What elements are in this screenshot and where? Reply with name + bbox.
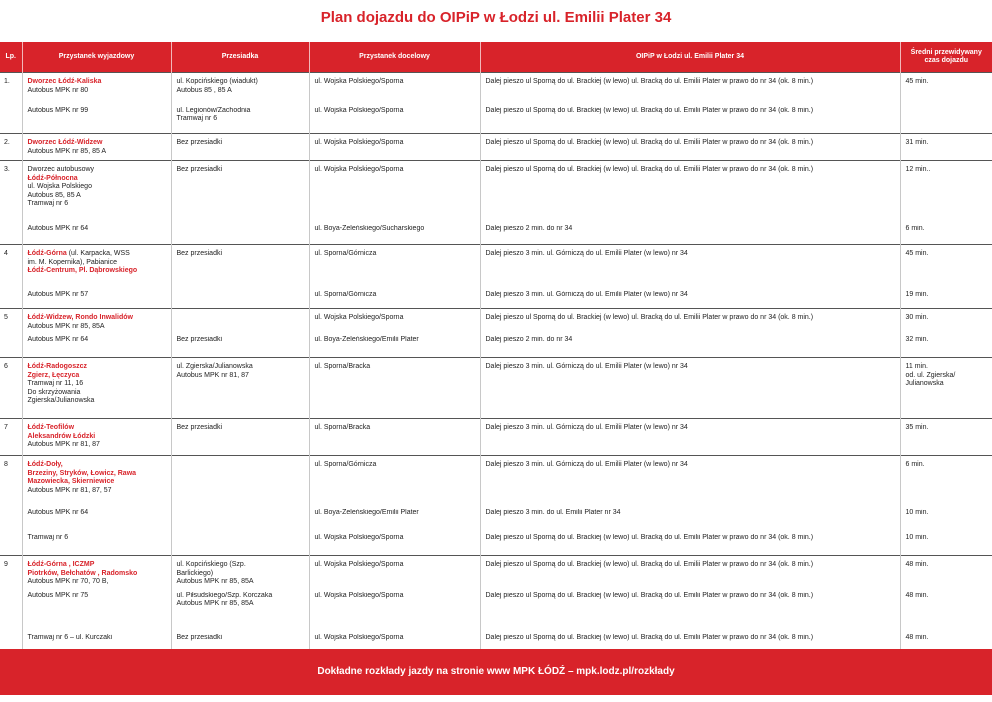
cell-transfer: [171, 419, 309, 456]
table-row: [0, 309, 992, 336]
start-location: Aleksandrów Łódzki: [27, 432, 96, 440]
cell-target-stop: [309, 245, 480, 291]
start-line: [28, 433, 168, 442]
start-detail: Tramwaj nr 6 – ul. Kurczaki: [27, 633, 113, 641]
start-line: [28, 487, 168, 496]
start-line: [28, 397, 168, 406]
header-start-stop: Przystanek wyjazdowy: [22, 42, 171, 73]
cell-lp: [0, 73, 22, 107]
target-stop: ul. Wojska Polskiego/Sporna: [314, 166, 404, 173]
walking-directions: Dalej pieszo 2 min. do nr 34: [485, 335, 573, 343]
cell-travel-time: [900, 336, 992, 358]
cell-travel-time: [900, 134, 992, 161]
start-location: Piotrków, Bełchatów , Radomsko: [27, 569, 138, 577]
cell-target-stop: [309, 161, 480, 225]
target-stop: ul. Wojska Polskiego/Sporna: [314, 78, 404, 85]
travel-time: Julianowska: [905, 380, 944, 387]
header-time-line2: czas dojazdu: [924, 57, 969, 64]
row-number: 2.: [4, 139, 10, 146]
cell-travel-time: [900, 309, 992, 336]
row-number: 4: [4, 250, 8, 257]
header-travel-time: [900, 42, 992, 73]
start-line: [28, 87, 168, 96]
travel-time: 11 min.: [905, 363, 928, 370]
cell-start-stop: [22, 509, 171, 534]
target-stop: ul. Sporna/Bracka: [314, 363, 371, 370]
start-line: [28, 291, 168, 300]
cell-start-stop: [22, 419, 171, 456]
cell-lp: [0, 134, 22, 161]
cell-travel-time: [900, 161, 992, 225]
start-line: [28, 183, 168, 192]
start-location: Łódź-Teofilów: [27, 424, 75, 431]
cell-transfer: [171, 161, 309, 225]
start-line: [28, 166, 168, 175]
target-stop: ul. Wojska Polskiego/Sporna: [314, 633, 404, 641]
cell-transfer: [171, 592, 309, 634]
cell-travel-time: [900, 358, 992, 419]
cell-walking-directions: [480, 336, 900, 358]
cell-walking-directions: [480, 161, 900, 225]
transfer-line: Bez przesiadki: [176, 424, 223, 431]
cell-target-stop: [309, 592, 480, 634]
cell-walking-directions: [480, 309, 900, 336]
transfer-line: ul. Kopcińskiego (Szp.: [176, 561, 246, 568]
cell-transfer: [171, 358, 309, 419]
table-row: [0, 534, 992, 556]
row-number: 3.: [4, 166, 10, 173]
travel-time: 48 min.: [905, 633, 929, 641]
start-location: Dworzec Łódź-Widzew: [27, 139, 103, 146]
table-body: [0, 73, 992, 654]
table-header-row: [0, 42, 992, 73]
walking-directions: Dalej pieszo ul Sporną do ul. Brackiej (w lewo) ul. Bracką do ul. Emilii Plater w prawo do nr 34 (ok. 8 min.): [485, 78, 814, 85]
walking-directions: Dalej pieszo 3 min. ul. Górniczą do ul. Emilii Plater (w lewo) nr 34: [485, 290, 688, 298]
start-location: Łódź-Widzew, Rondo Inwalidów: [27, 314, 133, 321]
cell-lp: [0, 291, 22, 309]
cell-lp: [0, 592, 22, 634]
walking-directions: Dalej pieszo 3 min. ul. Górniczą do ul. Emilii Plater (w lewo) nr 34: [485, 461, 688, 468]
page-title: Plan dojazdu do OIPiP w Łodzi ul. Emilii Plater 34: [320, 9, 672, 26]
travel-time: 48 min.: [905, 561, 929, 568]
walking-directions: Dalej pieszo ul Sporną do ul. Brackiej (w lewo) ul. Bracką do ul. Emilii Plater w prawo do nr 34 (ok. 8 min.): [485, 591, 814, 599]
header-time-line1: Średni przewidywany: [910, 49, 982, 56]
cell-lp: [0, 245, 22, 291]
start-detail: Autobus MPK nr 85, 85A: [27, 322, 105, 330]
cell-transfer: [171, 456, 309, 509]
start-line: [28, 148, 168, 157]
cell-walking-directions: [480, 134, 900, 161]
cell-target-stop: [309, 73, 480, 107]
walking-directions: Dalej pieszo 3 min. ul. Górniczą do ul. Emilii Plater (w lewo) nr 34: [485, 363, 688, 370]
transfer-line: Bez przesiadki: [176, 335, 223, 343]
target-stop: ul. Boya-Żeleńskiego/Emilii Plater: [314, 335, 419, 343]
travel-time: od. ul. Zgierska/: [905, 371, 956, 379]
start-line: [28, 570, 168, 579]
table-row: [0, 225, 992, 245]
cell-travel-time: [900, 225, 992, 245]
target-stop: ul. Wojska Polskiego/Sporna: [314, 139, 404, 146]
transfer-line: Bez przesiadki: [176, 166, 223, 173]
cell-target-stop: [309, 225, 480, 245]
cell-walking-directions: [480, 245, 900, 291]
start-line: [28, 175, 168, 184]
cell-transfer: [171, 336, 309, 358]
cell-lp: [0, 419, 22, 456]
cell-travel-time: [900, 592, 992, 634]
table-row: [0, 509, 992, 534]
travel-time: 35 min.: [905, 424, 929, 431]
start-detail: Tramwaj nr 11, 16: [27, 380, 84, 387]
start-line: [28, 200, 168, 209]
start-line: [28, 441, 168, 450]
target-stop: ul. Wojska Polskiego/Sporna: [314, 591, 404, 599]
start-location: Łódź-Północna: [27, 174, 78, 182]
cell-start-stop: [22, 73, 171, 107]
walking-directions: Dalej pieszo ul Sporną do ul. Brackiej (w lewo) ul. Bracką do ul. Emilii Plater w prawo do nr 34 (ok. 8 min.): [485, 139, 814, 146]
cell-target-stop: [309, 134, 480, 161]
start-detail: Zgierska/Julianowska: [27, 397, 95, 404]
cell-travel-time: [900, 556, 992, 592]
travel-time: 10 min.: [905, 508, 929, 516]
transfer-line: Bez przesiadki: [176, 139, 223, 146]
table-row: [0, 245, 992, 291]
table-row: [0, 592, 992, 634]
cell-transfer: [171, 556, 309, 592]
cell-target-stop: [309, 309, 480, 336]
table-row: [0, 358, 992, 419]
start-detail: im. M. Kopernika), Pabianice: [27, 258, 117, 266]
start-line: [28, 509, 168, 518]
cell-walking-directions: [480, 225, 900, 245]
target-stop: ul. Sporna/Górnicza: [314, 250, 377, 257]
start-detail: Autobus MPK nr 85, 85 A: [27, 147, 107, 155]
start-line: [28, 534, 168, 543]
start-location: Zgierz, Łęczyca: [27, 371, 80, 379]
walking-directions: Dalej pieszo 3 min. ul. Górniczą do ul. Emilii Plater (w lewo) nr 34: [485, 424, 688, 431]
start-detail: Tramwaj nr 6: [27, 200, 69, 207]
header-target-stop: Przystanek docelowy: [309, 42, 480, 73]
transfer-line: Autobus 85 , 85 A: [176, 86, 232, 94]
travel-time: 31 min.: [905, 139, 929, 146]
cell-lp: [0, 358, 22, 419]
start-line: [28, 192, 168, 201]
route-table: [0, 42, 992, 654]
cell-start-stop: [22, 134, 171, 161]
travel-time: 45 min.: [905, 78, 929, 85]
cell-lp: [0, 161, 22, 225]
start-detail: Autobus 85, 85 A: [27, 191, 81, 199]
cell-target-stop: [309, 336, 480, 358]
target-stop: ul. Wojska Polskiego/Sporna: [314, 106, 404, 114]
start-detail: Autobus MPK nr 75: [27, 591, 89, 599]
cell-walking-directions: [480, 358, 900, 419]
row-number: 1.: [4, 78, 10, 85]
table-row: [0, 556, 992, 592]
walking-directions: Dalej pieszo ul Sporną do ul. Brackiej (w lewo) ul. Bracką do ul. Emilii Plater w prawo do nr 34 (ok. 8 min.): [485, 633, 814, 641]
row-number: 9: [4, 561, 8, 568]
row-number: 7: [4, 424, 8, 431]
cell-lp: [0, 107, 22, 134]
header-transfer: Przesiadka: [171, 42, 309, 73]
cell-transfer: [171, 73, 309, 107]
start-location: Łódź-Górna , ICZMP: [27, 561, 95, 568]
cell-lp: [0, 309, 22, 336]
table-row: [0, 291, 992, 309]
target-stop: ul. Sporna/Bracka: [314, 424, 371, 431]
cell-lp: [0, 456, 22, 509]
cell-walking-directions: [480, 534, 900, 556]
walking-directions: Dalej pieszo ul Sporną do ul. Brackiej (w lewo) ul. Bracką do ul. Emilii Plater w prawo do nr 34 (ok. 8 min.): [485, 106, 814, 114]
start-detail: Autobus MPK nr 70, 70 B,: [27, 578, 109, 585]
walking-directions: Dalej pieszo ul Sporną do ul. Brackiej (w lewo) ul. Bracką do ul. Emilii Plater w prawo do nr 34 (ok. 8 min.): [485, 314, 814, 321]
walking-directions: Dalej pieszo ul Sporną do ul. Brackiej (w lewo) ul. Bracką do ul. Emilii Plater w prawo do nr 34 (ok. 8 min.): [485, 561, 814, 568]
target-stop: ul. Boya-Żeleńskiego/Emilii Plater: [314, 508, 419, 516]
transfer-line: ul. Piłsudskiego/Szp. Korczaka: [176, 591, 273, 599]
start-line: [28, 107, 168, 116]
start-line: [28, 380, 168, 389]
cell-lp: [0, 336, 22, 358]
travel-time: 6 min.: [905, 224, 925, 232]
start-line: [28, 336, 168, 345]
cell-start-stop: [22, 592, 171, 634]
cell-travel-time: [900, 509, 992, 534]
transfer-line: Bez przesiadki: [176, 250, 223, 257]
start-detail: Autobus MPK nr 80: [27, 86, 89, 94]
start-line: [28, 592, 168, 601]
cell-start-stop: [22, 225, 171, 245]
row-number: 6: [4, 363, 8, 370]
transfer-line: ul. Legionów/Zachodnia: [176, 106, 251, 114]
walking-directions: Dalej pieszo 3 min. do ul. Emilii Plater nr 34: [485, 508, 621, 516]
cell-target-stop: [309, 556, 480, 592]
cell-travel-time: [900, 73, 992, 107]
cell-transfer: [171, 291, 309, 309]
cell-start-stop: [22, 161, 171, 225]
start-location: Łódź-Centrum, Pl. Dąbrowskiego: [27, 267, 138, 274]
transfer-line: Barlickiego): [176, 569, 214, 577]
start-location: Brzeziny, Stryków, Łowicz, Rawa: [27, 469, 137, 477]
cell-walking-directions: [480, 456, 900, 509]
cell-start-stop: [22, 107, 171, 134]
start-location: Łódź-Radogoszcz: [27, 363, 87, 370]
cell-walking-directions: [480, 592, 900, 634]
cell-target-stop: [309, 107, 480, 134]
cell-start-stop: [22, 309, 171, 336]
start-detail: Autobus MPK nr 64: [27, 335, 89, 343]
cell-transfer: [171, 509, 309, 534]
travel-time: 48 min.: [905, 591, 929, 599]
travel-time: 10 min.: [905, 533, 929, 541]
target-stop: ul. Wojska Polskiego/Sporna: [314, 533, 404, 541]
travel-time: 32 min.: [905, 335, 929, 343]
cell-lp: [0, 556, 22, 592]
cell-target-stop: [309, 456, 480, 509]
cell-start-stop: [22, 336, 171, 358]
cell-target-stop: [309, 419, 480, 456]
start-line: [28, 461, 168, 470]
walking-directions: Dalej pieszo 3 min. ul. Górniczą do ul. Emilii Plater (w lewo) nr 34: [485, 250, 688, 257]
cell-walking-directions: [480, 509, 900, 534]
start-line: [28, 78, 168, 87]
header-oipip: OIPiP w Łodzi ul. Emilii Plater 34: [480, 42, 900, 73]
target-stop: ul. Wojska Polskiego/Sporna: [314, 314, 404, 321]
start-line: [28, 323, 168, 332]
cell-transfer: [171, 309, 309, 336]
cell-transfer: [171, 134, 309, 161]
transfer-line: Tramwaj nr 6: [176, 115, 218, 122]
row-number: 5: [4, 314, 8, 321]
start-detail: Autobus MPK nr 81, 87, 57: [27, 486, 112, 494]
travel-time: 45 min.: [905, 250, 929, 257]
cell-start-stop: [22, 456, 171, 509]
start-line: [28, 314, 168, 323]
target-stop: ul. Wojska Polskiego/Sporna: [314, 561, 404, 568]
cell-start-stop: [22, 358, 171, 419]
target-stop: ul. Sporna/Górnicza: [314, 290, 377, 298]
cell-transfer: [171, 225, 309, 245]
table-row: [0, 73, 992, 107]
table-row: [0, 107, 992, 134]
row-number: 8: [4, 461, 8, 468]
cell-transfer: [171, 534, 309, 556]
walking-directions: Dalej pieszo 2 min. do nr 34: [485, 224, 573, 232]
cell-transfer: [171, 107, 309, 134]
start-detail: Autobus MPK nr 64: [27, 224, 89, 232]
cell-travel-time: [900, 419, 992, 456]
target-stop: ul. Sporna/Górnicza: [314, 461, 377, 468]
walking-directions: Dalej pieszo ul Sporną do ul. Brackiej (w lewo) ul. Bracką do ul. Emilii Plater w prawo do nr 34 (ok. 8 min.): [485, 533, 814, 541]
table-row: [0, 336, 992, 358]
cell-target-stop: [309, 291, 480, 309]
start-detail: Tramwaj nr 6: [27, 533, 69, 541]
cell-transfer: [171, 245, 309, 291]
cell-lp: [0, 534, 22, 556]
cell-travel-time: [900, 107, 992, 134]
cell-lp: [0, 225, 22, 245]
cell-walking-directions: [480, 291, 900, 309]
start-line: [28, 634, 168, 643]
start-line: [28, 372, 168, 381]
start-location: Łódź-Górna: [27, 250, 67, 257]
start-line: [28, 225, 168, 234]
travel-time: 30 min.: [905, 314, 929, 321]
table-row: [0, 161, 992, 225]
cell-target-stop: [309, 534, 480, 556]
start-detail: (ul. Karpacka, WSS: [66, 250, 130, 257]
cell-travel-time: [900, 245, 992, 291]
cell-start-stop: [22, 245, 171, 291]
table-row: [0, 456, 992, 509]
cell-start-stop: [22, 556, 171, 592]
start-line: [28, 267, 168, 276]
transfer-line: ul. Zgierska/Julianowska: [176, 363, 253, 370]
cell-walking-directions: [480, 107, 900, 134]
target-stop: ul. Boya-Żeleńskiego/Sucharskiego: [314, 224, 425, 232]
start-detail: Do skrzyżowania: [27, 388, 81, 396]
footer-banner: Dokładne rozkłady jazdy na stronie www MPK ŁÓDŹ – mpk.lodz.pl/rozkłady: [0, 649, 992, 695]
start-location: Łódź-Doły,: [27, 461, 63, 468]
cell-travel-time: [900, 456, 992, 509]
start-line: [28, 363, 168, 372]
start-line: [28, 470, 168, 479]
start-detail: Autobus MPK nr 57: [27, 290, 89, 298]
start-line: [28, 561, 168, 570]
start-line: [28, 259, 168, 268]
start-line: [28, 478, 168, 487]
table-row: [0, 419, 992, 456]
cell-target-stop: [309, 358, 480, 419]
start-detail: ul. Wojska Polskiego: [27, 183, 92, 190]
start-line: [28, 389, 168, 398]
cell-start-stop: [22, 291, 171, 309]
travel-time: 6 min.: [905, 461, 925, 468]
transfer-line: Bez przesiadki: [176, 633, 223, 641]
cell-walking-directions: [480, 419, 900, 456]
start-line: [28, 424, 168, 433]
start-location: Dworzec Łódź-Kaliska: [27, 78, 102, 85]
header-lp: Lp.: [0, 42, 22, 73]
travel-time: 19 min.: [905, 290, 929, 298]
cell-travel-time: [900, 534, 992, 556]
cell-walking-directions: [480, 73, 900, 107]
cell-lp: [0, 509, 22, 534]
start-detail: Dworzec autobusowy: [27, 166, 95, 173]
cell-start-stop: [22, 534, 171, 556]
transfer-line: Autobus MPK nr 85, 85A: [176, 600, 254, 607]
start-detail: Autobus MPK nr 99: [27, 106, 89, 114]
table-row: [0, 134, 992, 161]
start-line: [28, 139, 168, 148]
walking-directions: Dalej pieszo ul Sporną do ul. Brackiej (w lewo) ul. Bracką do ul. Emilii Plater w prawo do nr 34 (ok. 8 min.): [485, 166, 814, 173]
transfer-line: Autobus MPK nr 85, 85A: [176, 578, 254, 585]
cell-walking-directions: [480, 556, 900, 592]
travel-time: 12 min..: [905, 166, 931, 173]
transfer-line: ul. Kopcińskiego (wiadukt): [176, 78, 258, 85]
start-detail: Autobus MPK nr 64: [27, 508, 89, 516]
start-line: [28, 578, 168, 587]
start-location: Mazowiecka, Skierniewice: [27, 478, 115, 485]
start-line: [28, 250, 168, 259]
transfer-line: Autobus MPK nr 81, 87: [176, 371, 249, 379]
start-detail: Autobus MPK nr 81, 87: [27, 441, 100, 448]
cell-travel-time: [900, 291, 992, 309]
cell-target-stop: [309, 509, 480, 534]
